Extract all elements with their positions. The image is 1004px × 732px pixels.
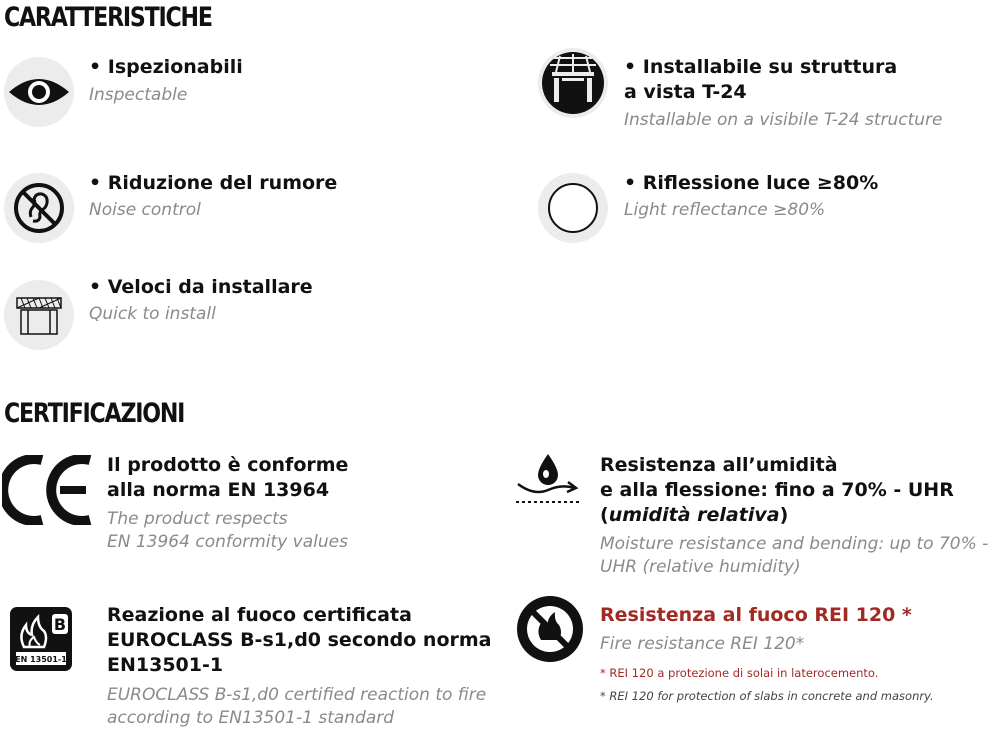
ce-subtitle-line2: EN 13964 conformity values — [107, 532, 348, 552]
euroclass-badge-label: EN 13501-1 — [15, 655, 67, 664]
moisture-subtitle-line1: Moisture resistance and bending: up to 70% - — [600, 534, 989, 554]
moisture-title-line2: e alla flessione: fino a 70% - UHR — [600, 479, 954, 501]
moisture-title-line1: Resistenza all’umidità — [600, 454, 838, 476]
fire-title: Resistenza al fuoco REI 120 * — [600, 604, 912, 626]
moisture-subtitle-line2: UHR (relative humidity) — [600, 557, 801, 577]
feature-title-inspectable: • Ispezionabili — [89, 56, 243, 78]
ce-subtitle-line1: The product respects — [107, 509, 288, 529]
eye-icon — [4, 57, 74, 127]
feature-title-quick: • Veloci da installare — [89, 276, 313, 298]
feature-subtitle-quick: Quick to install — [89, 304, 216, 324]
feature-title-noise: • Riduzione del rumore — [89, 172, 338, 194]
euroclass-badge-letter: B — [53, 615, 67, 634]
feature-title-t24-line1: • Installabile su struttura — [624, 56, 898, 78]
ceiling-grid-icon — [538, 48, 608, 118]
ce-mark-icon — [2, 455, 96, 525]
feature-subtitle-inspectable: Inspectable — [89, 85, 188, 105]
euroclass-badge-icon — [8, 605, 74, 673]
fire-note-english: * REI 120 for protection of slabs in concrete and masonry. — [600, 689, 934, 703]
euroclass-title-line1: Reazione al fuoco certificata — [107, 604, 412, 626]
light-circle-icon — [538, 173, 608, 243]
feature-subtitle-light: Light reflectance ≥80% — [624, 200, 826, 220]
ce-title-line1: Il prodotto è conforme — [107, 454, 349, 476]
feature-subtitle-noise: Noise control — [89, 200, 201, 220]
fire-subtitle: Fire resistance REI 120* — [600, 634, 805, 654]
euroclass-subtitle-line1: EUROCLASS B-s1,d0 certified reaction to fire — [107, 685, 487, 705]
moisture-drop-icon — [512, 450, 584, 508]
feature-title-light: • Riflessione luce ≥80% — [624, 172, 879, 194]
euroclass-title-line3: EN13501-1 — [107, 654, 224, 676]
ce-title-line2: alla norma EN 13964 — [107, 479, 330, 501]
no-noise-ear-icon — [4, 173, 74, 243]
feature-subtitle-t24: Installable on a visibile T-24 structure — [624, 110, 943, 130]
features-heading: CARATTERISTICHE — [4, 2, 212, 33]
certifications-heading: CERTIFICAZIONI — [4, 398, 185, 429]
moisture-title-line3: (umidità relativa) — [600, 504, 789, 526]
fire-resistance-icon — [515, 594, 585, 664]
feature-title-t24-line2: a vista T-24 — [624, 81, 747, 103]
euroclass-subtitle-line2: according to EN13501-1 standard — [107, 708, 395, 728]
fire-note-italian: * REI 120 a protezione di solai in laterocemento. — [600, 666, 879, 680]
quick-install-panel-icon — [4, 280, 74, 350]
euroclass-title-line2: EUROCLASS B-s1,d0 secondo norma — [107, 629, 492, 651]
